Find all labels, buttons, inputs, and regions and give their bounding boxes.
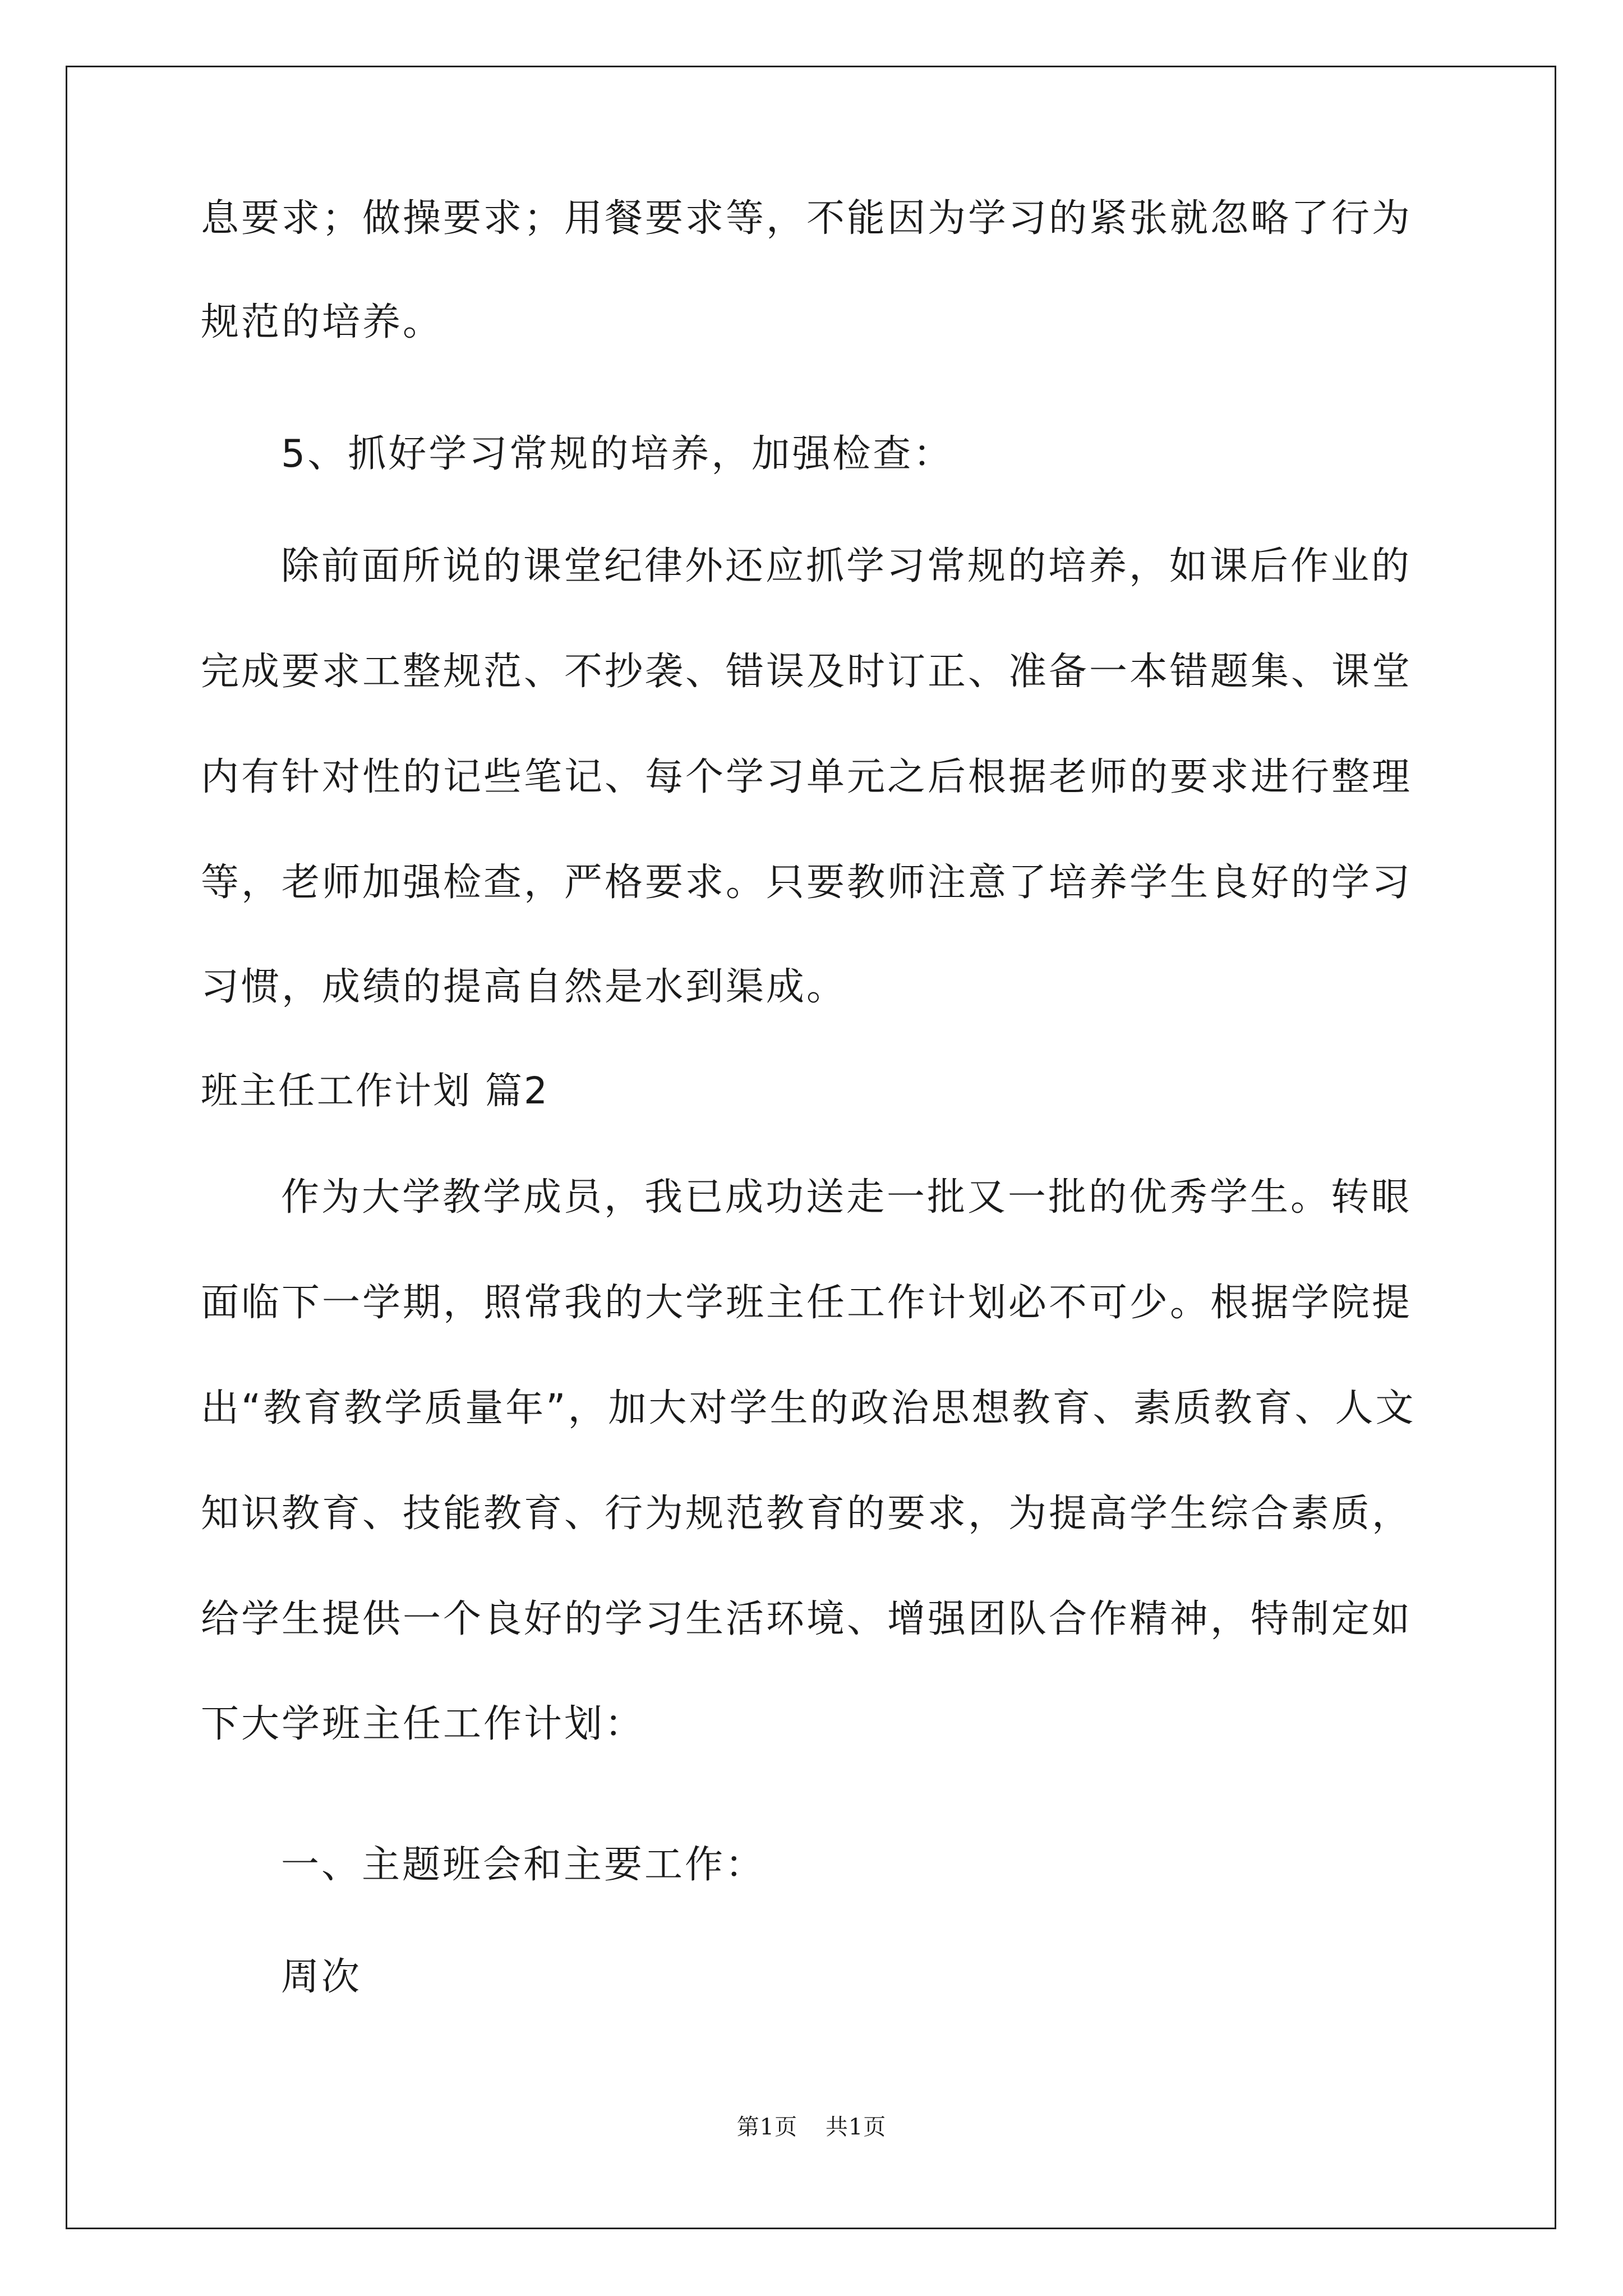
page-footer bbox=[0, 2109, 1623, 2141]
paragraph-line: 除前面所说的课堂纪律外还应抓学习常规的培养，如课后作业的 bbox=[281, 544, 1412, 588]
paragraph-line: 习惯，成绩的提高自然是水到渠成。 bbox=[201, 965, 847, 1009]
list-item-heading: 5、抓好学习常规的培养，加强检查： bbox=[281, 432, 954, 476]
paragraph-line: 规范的培养。 bbox=[201, 300, 444, 344]
paragraph-line: 作为大学教学成员，我已成功送走一批又一批的优秀学生。转眼 bbox=[281, 1175, 1412, 1220]
list-item-heading: 一、主题班会和主要工作： bbox=[281, 1843, 766, 1887]
paragraph-line: 下大学班主任工作计划： bbox=[201, 1702, 645, 1746]
paragraph-line: 知识教育、技能教育、行为规范教育的要求，为提高学生综合素质， bbox=[201, 1492, 1413, 1536]
paragraph-line: 出“教育教学质量年”，加大对学生的政治思想教育、素质教育、人文 bbox=[201, 1386, 1416, 1430]
paragraph-line: 周次 bbox=[281, 1955, 362, 1999]
paragraph-line: 给学生提供一个良好的学习生活环境、增强团队合作精神，特制定如 bbox=[201, 1597, 1413, 1641]
paragraph-line: 面临下一学期，照常我的大学班主任工作计划必不可少。根据学院提 bbox=[201, 1281, 1413, 1325]
page-total: 共1页 bbox=[825, 2114, 887, 2140]
paragraph-line: 等，老师加强检查，严格要求。只要教师注意了培养学生良好的学习 bbox=[201, 861, 1413, 905]
paragraph-line: 完成要求工整规范、不抄袭、错误及时订正、准备一本错题集、课堂 bbox=[201, 650, 1413, 694]
page-border bbox=[66, 66, 1556, 2229]
section-heading: 班主任工作计划 篇2 bbox=[201, 1069, 549, 1112]
paragraph-line: 息要求；做操要求；用餐要求等，不能因为学习的紧张就忽略了行为 bbox=[201, 196, 1413, 241]
page-number: 第1页 bbox=[736, 2114, 798, 2140]
paragraph-line: 内有针对性的记些笔记、每个学习单元之后根据老师的要求进行整理 bbox=[201, 755, 1413, 799]
